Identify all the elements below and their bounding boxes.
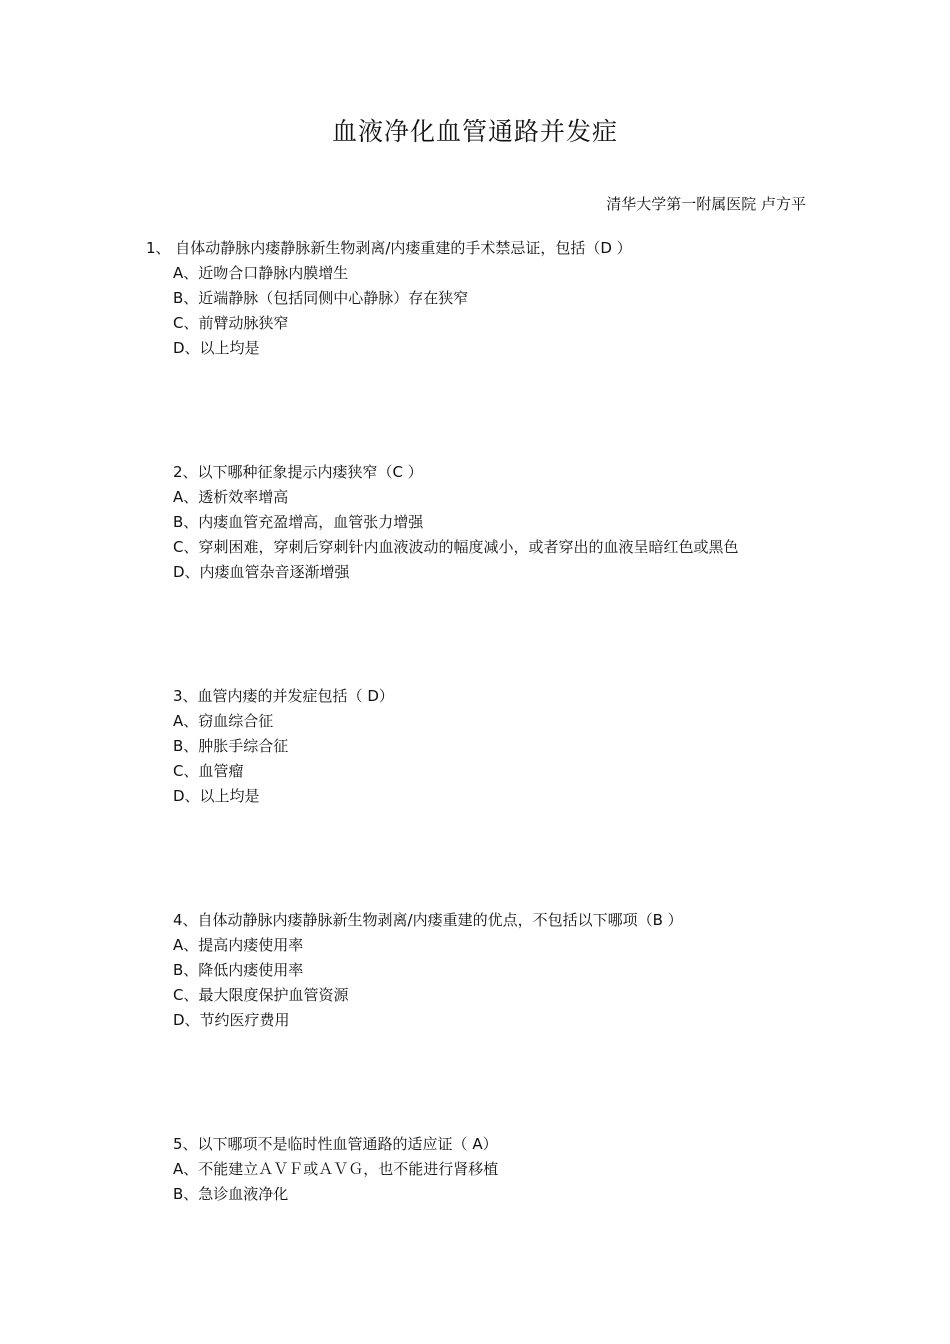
option-b: B、内瘘血管充盈增高，血管张力增强 bbox=[173, 513, 424, 531]
option-d: D、以上均是 bbox=[173, 787, 260, 805]
question-text: 2、以下哪种征象提示内瘘狭窄（C ） bbox=[173, 463, 423, 481]
option-a: A、提高内瘘使用率 bbox=[173, 936, 304, 954]
option-a: A、不能建立ＡＶＦ或ＡＶＧ，也不能进行肾移植 bbox=[173, 1160, 499, 1178]
option-d: D、内瘘血管杂音逐渐增强 bbox=[173, 563, 350, 581]
question-text: 4、自体动静脉内瘘静脉新生物剥离/内瘘重建的优点，不包括以下哪项（B ） bbox=[173, 911, 683, 929]
option-c: C、血管瘤 bbox=[173, 762, 244, 780]
question-text: 3、血管内瘘的并发症包括（ D） bbox=[173, 687, 394, 705]
option-a: A、窃血综合征 bbox=[173, 712, 274, 730]
option-c: C、最大限度保护血管资源 bbox=[173, 986, 349, 1004]
option-b: B、急诊血液净化 bbox=[173, 1185, 289, 1203]
option-b: B、肿胀手综合征 bbox=[173, 737, 289, 755]
option-a: A、透析效率增高 bbox=[173, 488, 289, 506]
option-b: B、降低内瘘使用率 bbox=[173, 961, 304, 979]
question-text: 5、以下哪项不是临时性血管通路的适应证（ A） bbox=[173, 1135, 498, 1153]
option-c: C、穿刺困难，穿刺后穿刺针内血液波动的幅度减小，或者穿出的血液呈暗红色或黑色 bbox=[173, 538, 739, 556]
option-a: A、近吻合口静脉内膜增生 bbox=[173, 264, 349, 282]
option-d: D、以上均是 bbox=[173, 339, 260, 357]
document-title: 血液净化血管通路并发症 bbox=[331, 117, 618, 146]
option-d: D、节约医疗费用 bbox=[173, 1011, 290, 1029]
author-line: 清华大学第一附属医院 卢方平 bbox=[606, 195, 806, 213]
question-text: 1、 自体动静脉内瘘静脉新生物剥离/内瘘重建的手术禁忌证，包括（D ） bbox=[146, 239, 632, 257]
option-b: B、近端静脉（包括同侧中心静脉）存在狭窄 bbox=[173, 289, 469, 307]
option-c: C、前臂动脉狭窄 bbox=[173, 314, 289, 332]
